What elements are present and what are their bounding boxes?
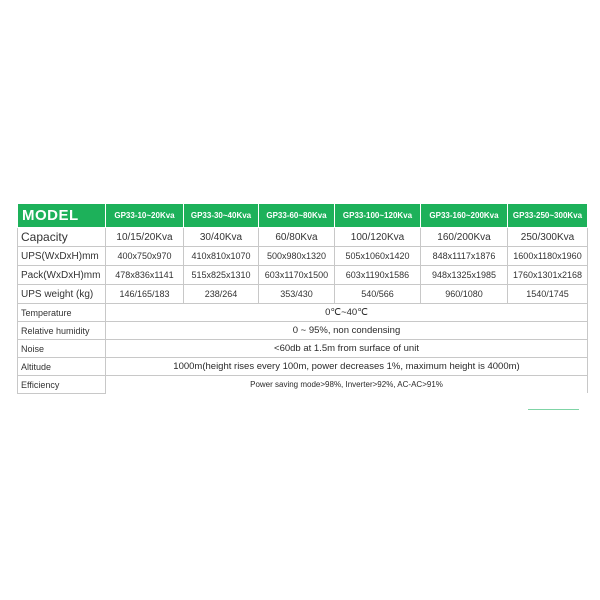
weight-value: 353/430 [259, 285, 335, 304]
capacity-value: 100/120Kva [335, 228, 421, 247]
ups-dimensions-value: 1600x1180x1960 [508, 247, 588, 266]
weight-value: 1540/1745 [508, 285, 588, 304]
noise-label: Noise [18, 340, 106, 358]
model-col-2: GP33-30~40Kva [184, 204, 259, 228]
pack-dimensions-value: 515x825x1310 [184, 266, 259, 285]
model-col-6: GP33-250~300Kva [508, 204, 588, 228]
capacity-value: 60/80Kva [259, 228, 335, 247]
spec-table [17, 203, 588, 394]
temperature-label: Temperature [18, 304, 106, 322]
header-row [18, 204, 588, 228]
ups-dimensions-label: UPS(WxDxH)mm [18, 247, 106, 266]
pack-dimensions-value: 478x836x1141 [106, 266, 184, 285]
weight-value: 146/165/183 [106, 285, 184, 304]
humidity-value: 0 ~ 95%, non condensing [106, 322, 588, 340]
temperature-row [18, 304, 588, 322]
pack-dimensions-value: 603x1190x1586 [335, 266, 421, 285]
ups-dimensions-value: 410x810x1070 [184, 247, 259, 266]
efficiency-value: Power saving mode>98%, Inverter>92%, AC-AC>91% [106, 376, 588, 394]
ups-dimensions-value: 848x1117x1876 [421, 247, 508, 266]
ups-dimensions-row [18, 247, 588, 266]
altitude-label: Altitude [18, 358, 106, 376]
model-col-4: GP33-100~120Kva [335, 204, 421, 228]
capacity-row [18, 228, 588, 247]
weight-value: 960/1080 [421, 285, 508, 304]
weight-value: 540/566 [335, 285, 421, 304]
pack-dimensions-value: 603x1170x1500 [259, 266, 335, 285]
model-col-1: GP33-10~20Kva [106, 204, 184, 228]
pack-dimensions-row [18, 266, 588, 285]
capacity-value: 10/15/20Kva [106, 228, 184, 247]
ups-dimensions-value: 400x750x970 [106, 247, 184, 266]
humidity-label: Relative humidity [18, 322, 106, 340]
weight-row [18, 285, 588, 304]
noise-row [18, 340, 588, 358]
ups-dimensions-value: 500x980x1320 [259, 247, 335, 266]
capacity-label: Capacity [18, 228, 106, 247]
pack-dimensions-label: Pack(WxDxH)mm [18, 266, 106, 285]
model-col-3: GP33-60~80Kva [259, 204, 335, 228]
temperature-value: 0℃~40℃ [106, 304, 588, 322]
capacity-value: 30/40Kva [184, 228, 259, 247]
capacity-value: 160/200Kva [421, 228, 508, 247]
capacity-value: 250/300Kva [508, 228, 588, 247]
efficiency-row [18, 376, 588, 394]
pack-dimensions-value: 1760x1301x2168 [508, 266, 588, 285]
weight-label: UPS weight (kg) [18, 285, 106, 304]
noise-value: <60db at 1.5m from surface of unit [106, 340, 588, 358]
accent-divider [528, 409, 579, 410]
altitude-row [18, 358, 588, 376]
model-header: MODEL [18, 204, 106, 228]
altitude-value: 1000m(height rises every 100m, power decreases 1%, maximum height is 4000m) [106, 358, 588, 376]
humidity-row [18, 322, 588, 340]
weight-value: 238/264 [184, 285, 259, 304]
efficiency-label: Efficiency [18, 376, 106, 394]
pack-dimensions-value: 948x1325x1985 [421, 266, 508, 285]
model-col-5: GP33-160~200Kva [421, 204, 508, 228]
ups-dimensions-value: 505x1060x1420 [335, 247, 421, 266]
